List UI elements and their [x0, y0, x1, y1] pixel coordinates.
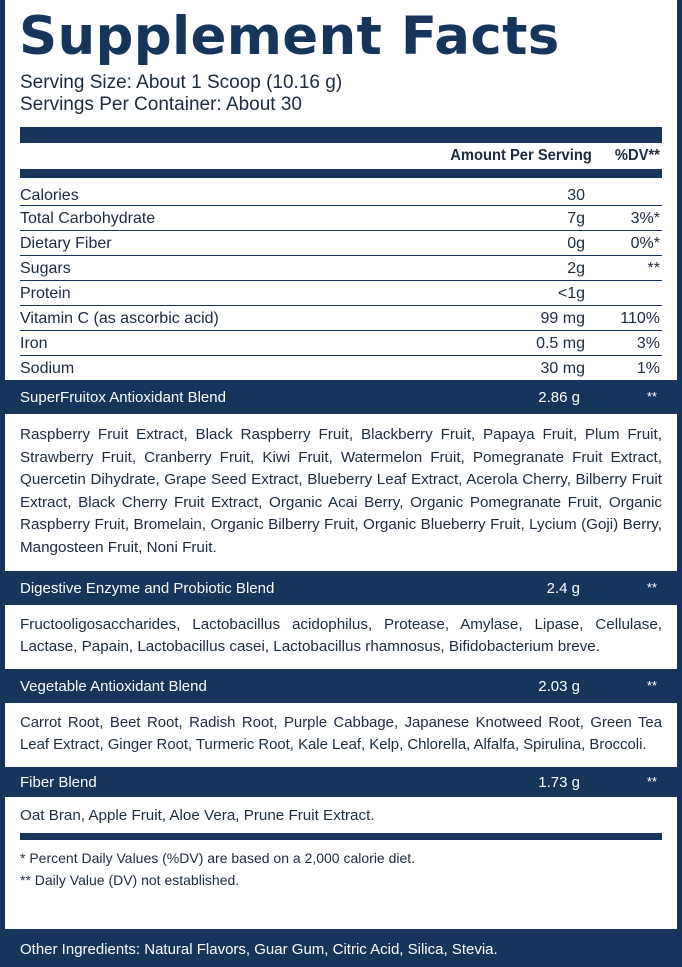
blend-ingredients-vegetable-antioxidant: Carrot Root, Beet Root, Radish Root, Purple Cabbage, Japanese Knotweed Root, Green Tea Leaf Extract, Ginger Root, Turmeric Root, Kale Leaf, Kelp, Chlorella, Alfalfa, Spirulina, Broccoli.	[20, 714, 662, 754]
blend-amount: 2.4 g	[546, 579, 580, 597]
servings-per-container: Servings Per Container: About 30	[20, 94, 303, 115]
blend-dv: **	[646, 677, 657, 693]
blend-amount: 2.86 g	[538, 389, 580, 406]
other-ingredients-bar	[5, 929, 677, 967]
blend-ingredients-fiber: Oat Bran, Apple Fruit, Aloe Vera, Prune Fruit Extract.	[20, 806, 375, 824]
blend-amount: 2.03 g	[538, 677, 580, 695]
nutrient-name: Sodium	[20, 360, 75, 377]
nutrient-name: Sugars	[20, 260, 71, 277]
serving-size: Serving Size: About 1 Scoop (10.16 g)	[20, 72, 343, 93]
nutrient-amount: 7g	[567, 210, 585, 227]
nutrient-amount: 0g	[567, 235, 585, 252]
nutrient-dv: 1%	[636, 360, 660, 377]
blend-header-fiber	[5, 767, 677, 797]
nutrient-dv: 0%*	[630, 235, 660, 252]
nutrient-dv: 3%	[636, 335, 660, 352]
footnote-dv-basis: * Percent Daily Values (%DV) are based on a 2,000 calorie diet.	[20, 849, 416, 866]
blend-name: Digestive Enzyme and Probiotic Blend	[20, 579, 275, 597]
amount-column-header: Amount Per Serving	[450, 147, 592, 164]
serving-info	[5, 72, 677, 116]
nutrient-amount: <1g	[557, 285, 585, 302]
nutrient-row-iron	[20, 331, 662, 356]
nutrient-name: Total Carbohydrate	[20, 210, 156, 227]
nutrient-dv: **	[647, 260, 660, 277]
dv-column-header: %DV**	[615, 147, 660, 164]
nutrient-dv: 110%	[620, 310, 660, 327]
nutrient-row-vitamin-c	[20, 306, 662, 331]
nutrient-row-dietary-fiber	[20, 231, 662, 256]
blend-dv: **	[646, 773, 657, 789]
nutrient-amount: 30 mg	[540, 360, 585, 377]
blend-name: Fiber Blend	[20, 773, 97, 791]
nutrient-row-protein	[20, 281, 662, 306]
other-ingredients: Other Ingredients: Natural Flavors, Guar Gum, Citric Acid, Silica, Stevia.	[20, 941, 498, 958]
nutrient-row-sugars	[20, 256, 662, 281]
blend-dv: **	[646, 579, 657, 595]
nutrient-name: Iron	[20, 335, 48, 352]
nutrient-name: Dietary Fiber	[20, 235, 112, 252]
nutrient-amount: 2g	[567, 260, 585, 277]
nutrient-dv: 3%*	[630, 210, 660, 227]
panel-title: Supplement Facts	[19, 6, 560, 67]
footnotes	[20, 833, 662, 891]
nutrient-row-sodium	[20, 356, 662, 380]
blend-header-vegetable-antioxidant	[5, 669, 677, 703]
nutrient-row-calories	[20, 183, 662, 206]
nutrient-name: Calories	[20, 187, 79, 204]
column-header-row	[20, 143, 662, 169]
nutrient-amount: 99 mg	[540, 310, 585, 327]
blend-dv: **	[646, 389, 657, 404]
blend-header-superfruitox	[5, 380, 677, 414]
nutrient-amount: 30	[567, 187, 585, 204]
nutrient-table	[20, 183, 662, 380]
footnote-dv-not-established: ** Daily Value (DV) not established.	[20, 871, 240, 888]
divider-medium	[20, 169, 662, 178]
nutrient-row-total-carbohydrate	[20, 206, 662, 231]
divider-thick	[20, 127, 662, 143]
blend-amount: 1.73 g	[538, 773, 580, 791]
blend-name: SuperFruitox Antioxidant Blend	[20, 389, 226, 406]
nutrient-amount: 0.5 mg	[536, 335, 585, 352]
blend-name: Vegetable Antioxidant Blend	[20, 677, 207, 695]
blend-ingredients-digestive-enzyme: Fructooligosaccharides, Lactobacillus acidophilus, Protease, Amylase, Lipase, Cellulase, Lactase, Papain, Lactobacillus casei, Lactobacillus rhamnosus, Bifidobacterium breve.	[20, 615, 662, 656]
nutrient-name: Vitamin C (as ascorbic acid)	[20, 310, 219, 327]
blend-ingredients-superfruitox: Raspberry Fruit Extract, Black Raspberry Fruit, Blackberry Fruit, Papaya Fruit, Plum Fruit, Strawberry Fruit, Cranberry Fruit, Kiwi Fruit, Watermelon Fruit, Pomegranate Fruit Extract, Quercetin Dihydrate, Grape Seed Extract, Blueberry Leaf Extract, Acerola Cherry, Bilberry Fruit Extract, Black Cherry Fruit Extract, Organic Acai Berry, Organic Pomegranate Fruit, Organic Raspberry Fruit, Bromelain, Organic Bilberry Fruit, Organic Blueberry Fruit, Lycium (Goji) Berry, Mangosteen Fruit, Noni Fruit.	[20, 426, 662, 556]
blend-header-digestive-enzyme	[5, 571, 677, 605]
nutrient-name: Protein	[20, 285, 71, 302]
